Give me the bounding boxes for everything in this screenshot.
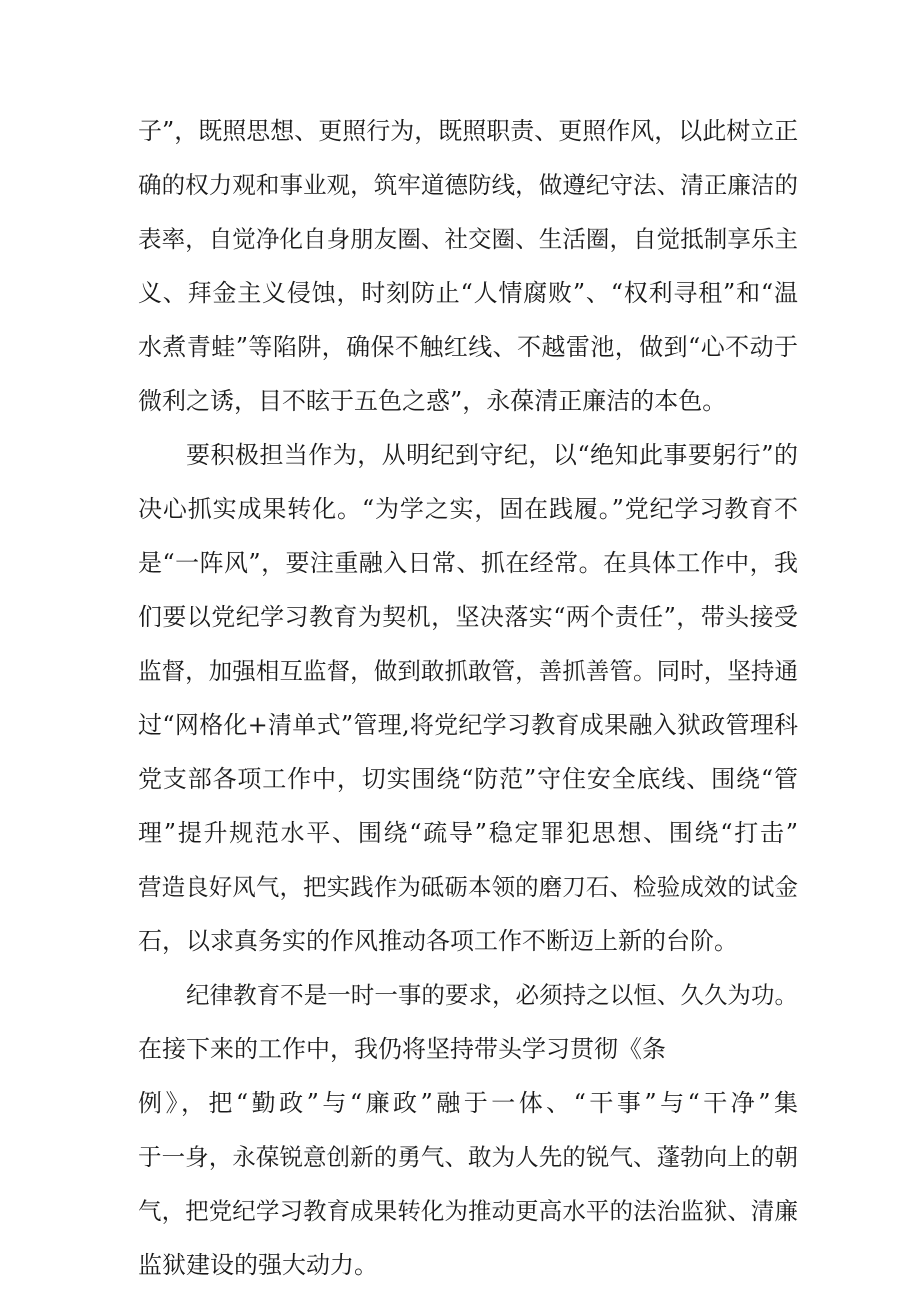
text-line: 们要以党纪学习教育为契机，坚决落实“两个责任”，带头接受 (138, 603, 798, 631)
text-line: 义、拜金主义侵蚀，时刻防止“人情腐败”、“权利寻租”和“温 (138, 279, 798, 307)
text-line: 要积极担当作为，从明纪到守纪，以“绝知此事要躬行”的 (186, 441, 798, 469)
text-line: 例》，把“勤政”与“廉政”融于一体、“干事”与“干净”集 (138, 1089, 798, 1117)
text-line: 监狱建设的强大动力。 (138, 1251, 378, 1279)
text-line: 是“一阵风”，要注重融入日常、抓在经常。在具体工作中，我 (138, 549, 798, 577)
text-line: 于一身，永葆锐意创新的勇气、敢为人先的锐气、蓬勃向上的朝 (138, 1143, 798, 1171)
text-line: 水煮青蛙”等陷阱，确保不触红线、不越雷池，做到“心不动于 (138, 333, 798, 361)
text-line: 表率，自觉净化自身朋友圈、社交圈、生活圈，自觉抵制享乐主 (138, 225, 798, 253)
text-line: 理”提升规范水平、围绕“疏导”稳定罪犯思想、围绕“打击” (138, 819, 798, 847)
text-line: 子”，既照思想、更照行为，既照职责、更照作风，以此树立正 (138, 117, 798, 145)
text-line: 石，以求真务实的作风推动各项工作不断迈上新的台阶。 (138, 927, 738, 955)
text-line: 在接下来的工作中，我仍将坚持带头学习贯彻《条 (138, 1035, 666, 1063)
text-line: 确的权力观和事业观，筑牢道德防线，做遵纪守法、清正廉洁的 (138, 171, 798, 199)
text-line: 决心抓实成果转化。“为学之实，固在践履。”党纪学习教育不 (138, 495, 798, 523)
text-line: 党支部各项工作中，切实围绕“防范”守住安全底线、围绕“管 (138, 765, 798, 793)
text-line: 微利之诱，目不眩于五色之惑”，永葆清正廉洁的本色。 (138, 387, 727, 415)
text-line: 营造良好风气，把实践作为砥砺本领的磨刀石、检验成效的试金 (138, 873, 798, 901)
body-text (138, 104, 798, 1292)
text-line: 监督，加强相互监督，做到敢抓敢管，善抓善管。同时，坚持通 (138, 657, 798, 685)
text-line: 过“网格化+清单式”管理,将党纪学习教育成果融入狱政管理科 (138, 711, 798, 739)
text-line: 纪律教育不是一时一事的要求，必须持之以恒、久久为功。 (186, 981, 798, 1009)
text-line: 气，把党纪学习教育成果转化为推动更高水平的法治监狱、清廉 (138, 1197, 798, 1225)
